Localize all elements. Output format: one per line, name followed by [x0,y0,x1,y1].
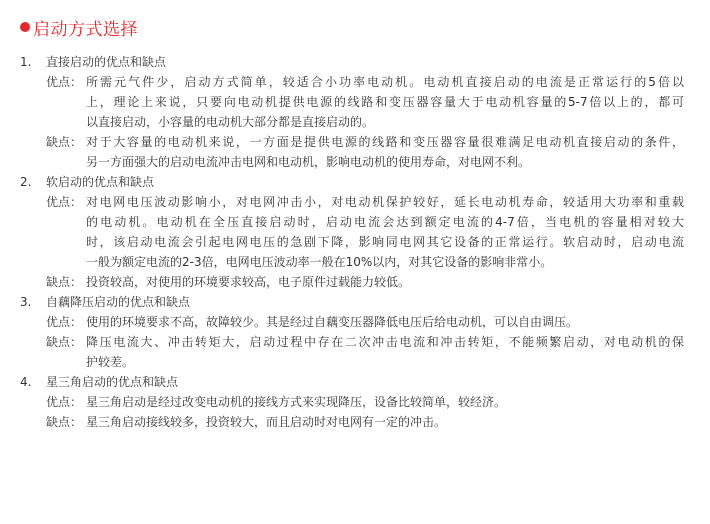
section-heading: 软启动的优点和缺点 [46,175,155,189]
paragraph-line: 降压电流大、冲击转矩大，启动过程中存在二次冲击电流和冲击转矩，不能频繁启动，对电动机的保 [86,335,684,349]
disadvantages-label: 缺点： [46,335,83,349]
paragraph-line: 上，理论上来说，只要向电动机提供电源的线路和变压器容量大于电动机容量的5-7倍以上的，都可 [86,95,684,109]
paragraph-line: 星三角启动接线较多，投资较大，而且启动时对电网有一定的冲击。 [86,415,447,429]
advantages-label: 优点： [46,315,83,329]
section-number: 2. [20,175,32,189]
paragraph-line: 对电网电压波动影响小，对电网冲击小，对电动机保护较好，延长电动机寿命，较适用大功率和重载 [86,195,684,209]
paragraph-line: 以直接启动，小容量的电动机大部分都是直接启动的。 [86,115,375,129]
paragraph-line: 使用的环境要求不高，故障较少。其是经过自藕变压器降低电压后给电动机，可以自由调压。 [86,315,579,329]
paragraph-line: 所需元气件少，启动方式简单，较适合小功率电动机。电动机直接启动的电流是正常运行的5倍以 [86,75,684,89]
paragraph-line: 一般为额定电流的2-3倍，电网电压波动率一般在10%以内，对其它设备的影响非常小。 [86,255,553,269]
paragraph-line: 的电动机。电动机在全压直接启动时，启动电流会达到额定电流的4-7倍，当电机的容量相对较大 [86,215,684,229]
section-number: 3. [20,295,32,309]
disadvantages-label: 缺点： [46,415,83,429]
paragraph-line: 星三角启动是经过改变电动机的接线方式来实现降压，设备比较简单，较经济。 [86,395,507,409]
section-number: 1. [20,55,32,69]
disadvantages-label: 缺点： [46,275,83,289]
section-heading: 自藕降压启动的优点和缺点 [46,295,191,309]
paragraph-line: 另一方面强大的启动电流冲击电网和电动机，影响电动机的使用寿命，对电网不利。 [86,155,531,169]
section-heading: 直接启动的优点和缺点 [46,55,167,69]
disadvantages-label: 缺点： [46,135,83,149]
advantages-label: 优点： [46,395,83,409]
advantages-label: 优点： [46,75,83,89]
advantages-label: 优点： [46,195,83,209]
section-number: 4. [20,375,32,389]
section-heading: 星三角启动的优点和缺点 [46,375,179,389]
section-title-row [20,14,138,40]
paragraph-line: 时，该启动电流会引起电网电压的急剧下降，影响同电网其它设备的正常运行。软启动时，启动电流 [86,235,684,249]
paragraph-line: 对于大容量的电动机来说，一方面是提供电源的线路和变压器容量很难满足电动机直接启动的条件， [86,135,684,149]
page-title: 启动方式选择 [33,19,138,40]
paragraph-line: 护较差。 [86,355,135,369]
bullet-dot-icon [20,22,30,32]
paragraph-line: 投资较高，对使用的环境要求较高，电子原件过载能力较低。 [86,275,411,289]
